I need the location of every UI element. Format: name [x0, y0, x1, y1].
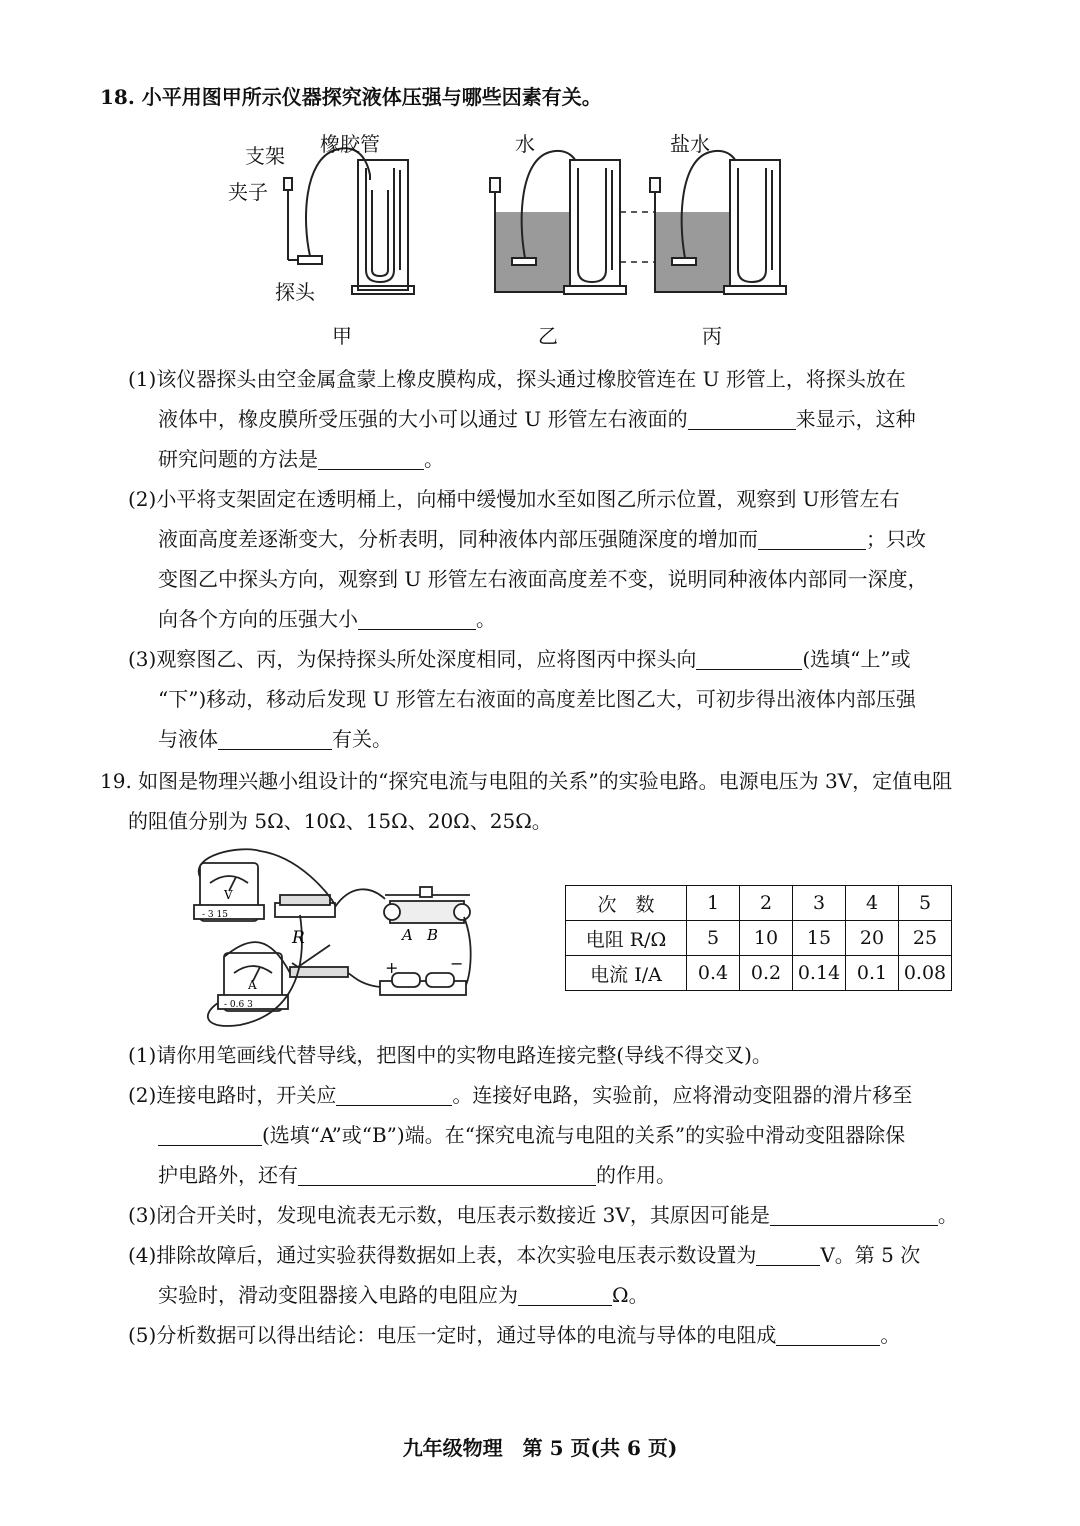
q18-p1-line3: 研究问题的方法是 。 [158, 447, 444, 471]
table-cell: 0.08 [899, 956, 952, 991]
label-stand: 支架 [245, 144, 285, 168]
label-fig-b: 乙 [538, 324, 558, 348]
figure-c-apparatus [650, 151, 786, 294]
label-end-a: A [402, 926, 413, 944]
table-row-current [566, 956, 952, 991]
q19-p2-line2: (选填“A”或“B”)端。在“探究电流与电阻的关系”的实验中滑动变阻器除保 [158, 1120, 905, 1150]
table-cell: 0.1 [846, 956, 899, 991]
table-cell: 5 [687, 921, 740, 956]
label-fig-a: 甲 [332, 324, 352, 348]
table-header-cell: 次 数 [566, 886, 687, 921]
q18-p2-line2: 液面高度差逐渐变大，分析表明，同种液体内部压强随深度的增加而 ；只改 [158, 527, 926, 551]
battery-minus: − [450, 954, 464, 973]
label-water: 水 [515, 132, 535, 156]
table-cell: 20 [846, 921, 899, 956]
battery-plus: + [385, 958, 399, 977]
data-table [565, 885, 952, 991]
table-row-resistance [566, 921, 952, 956]
answer-blank[interactable] [696, 649, 802, 670]
table-cell: 3 [793, 886, 846, 921]
q18-p2-line4: 向各个方向的压强大小 。 [158, 607, 496, 631]
table-cell: 0.2 [740, 956, 793, 991]
label-r: R [292, 928, 305, 948]
figure-b-apparatus [490, 151, 626, 294]
ammeter-label: A [248, 978, 257, 992]
answer-blank[interactable] [776, 1325, 880, 1346]
table-header-cell: 电阻 R/Ω [566, 921, 687, 956]
table-cell: 1 [687, 886, 740, 921]
q19-p1: (1)请你用笔画线代替导线，把图中的实物电路连接完整(导线不得交叉)。 [128, 1043, 772, 1067]
reference-dashed-lines [620, 212, 655, 262]
q18-p1-line2: 液体中，橡皮膜所受压强的大小可以通过 U 形管左右液面的 来显示，这种 [158, 407, 916, 431]
page-footer: 九年级物理 第 5 页(共 6 页) [402, 1436, 678, 1460]
q19-p2-line1: (2)连接电路时，开关应 。连接好电路，实验前，应将滑动变阻器的滑片移至 [128, 1083, 913, 1107]
label-hose: 橡胶管 [320, 132, 380, 156]
answer-blank[interactable] [298, 1165, 596, 1186]
answer-blank[interactable] [756, 1245, 820, 1266]
table-header-cell: 电流 I/A [566, 956, 687, 991]
answer-blank[interactable] [158, 1125, 262, 1146]
q19-p4-line2: 实验时，滑动变阻器接入电路的电阻应为 Ω。 [158, 1283, 649, 1307]
q19-p5: (5)分析数据可以得出结论：电压一定时，通过导体的电流与导体的电阻成 。 [128, 1323, 901, 1347]
q18-p1-line1: (1)该仪器探头由空金属盒蒙上橡皮膜构成，探头通过橡胶管连在 U 形管上，将探头放在 [128, 367, 906, 391]
q18-title: 18. 小平用图甲所示仪器探究液体压强与哪些因素有关。 [100, 85, 602, 109]
q18-p3-line1: (3)观察图乙、丙，为保持探头所处深度相同，应将图丙中探头向 (选填“上”或 [128, 647, 911, 671]
table-cell: 15 [793, 921, 846, 956]
q18-p3-line2: “下”)移动，移动后发现 U 形管左右液面的高度差比图乙大，可初步得出液体内部压强 [158, 687, 916, 711]
wire [348, 973, 380, 987]
table-cell: 2 [740, 886, 793, 921]
q19-p2-line3: 护电路外，还有 的作用。 [158, 1163, 676, 1187]
figure-a-apparatus [284, 148, 414, 294]
voltmeter-terminals: - 3 15 [202, 910, 228, 920]
table-cell: 10 [740, 921, 793, 956]
q19-p3: (3)闭合开关时，发现电流表无示数，电压表示数接近 3V，其原因可能是 。 [128, 1203, 958, 1227]
answer-blank[interactable] [518, 1285, 612, 1306]
q18-p2-line3: 变图乙中探头方向，观察到 U 形管左右液面高度差不变，说明同种液体内部同一深度， [158, 567, 928, 591]
table-cell: 0.14 [793, 956, 846, 991]
label-probe: 探头 [275, 280, 315, 304]
rheostat-icon [384, 887, 470, 923]
resistor-icon [275, 895, 335, 917]
table-cell: 0.4 [687, 956, 740, 991]
answer-blank[interactable] [758, 529, 866, 550]
label-end-b: B [427, 926, 439, 944]
q18-p3-line3: 与液体 有关。 [158, 727, 392, 751]
table-cell: 25 [899, 921, 952, 956]
answer-blank[interactable] [358, 609, 476, 630]
answer-blank[interactable] [770, 1205, 938, 1226]
label-salt-water: 盐水 [670, 132, 710, 156]
q19-circuit [180, 845, 490, 1030]
ammeter-terminals: - 0.6 3 [224, 1000, 253, 1010]
wire [335, 889, 385, 907]
q18-p2-line1: (2)小平将支架固定在透明桶上，向桶中缓慢加水至如图乙所示位置，观察到 U形管左右 [128, 487, 900, 511]
answer-blank[interactable] [688, 409, 796, 430]
table-cell: 5 [899, 886, 952, 921]
answer-blank[interactable] [336, 1085, 452, 1106]
table-cell: 4 [846, 886, 899, 921]
answer-blank[interactable] [218, 729, 332, 750]
q19-title-line1: 19. 如图是物理兴趣小组设计的“探究电流与电阻的关系”的实验电路。电源电压为 3V，定值电阻 [100, 769, 953, 793]
label-clip: 夹子 [228, 180, 268, 204]
label-fig-c: 丙 [702, 324, 722, 348]
q19-p4-line1: (4)排除故障后，通过实验获得数据如上表，本次实验电压表示数设置为 V。第 5 次 [128, 1243, 921, 1267]
wire [464, 917, 471, 985]
voltmeter-label: V [224, 888, 233, 902]
q19-title-line2: 的阻值分别为 5Ω、10Ω、15Ω、20Ω、25Ω。 [128, 809, 552, 833]
table-row-trials [566, 886, 952, 921]
answer-blank[interactable] [318, 449, 424, 470]
